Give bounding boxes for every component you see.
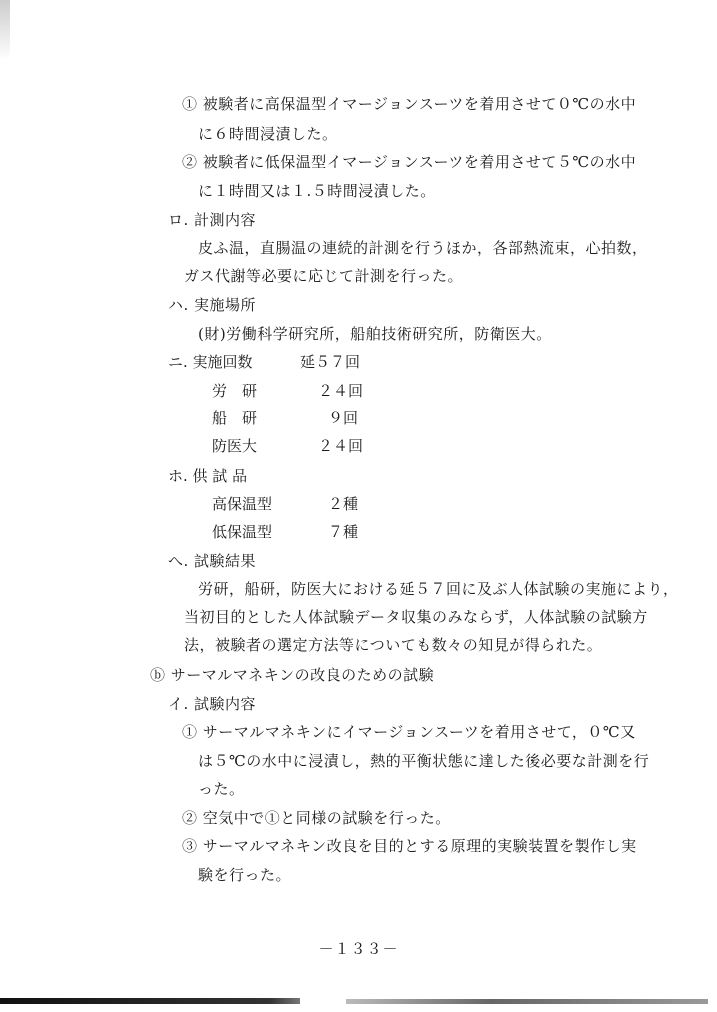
text-line-4: に１時間又は１.５時間浸漬した。 bbox=[198, 182, 436, 200]
section-b-line: ② 空気中で①と同様の試験を行った。 bbox=[182, 809, 451, 827]
sample-value: ２種 bbox=[328, 495, 359, 513]
heading-measurement: ロ. 計測内容 bbox=[168, 211, 257, 229]
text-line-7: ガス代謝等必要に応じて計測を行った。 bbox=[184, 267, 464, 285]
section-b-line: ① サーマルマネキンにイマージョンスーツを着用させて，０℃又 bbox=[182, 723, 636, 741]
section-b-line: ③ サーマルマネキン改良を目的とする原理的実験装置を製作し実 bbox=[182, 837, 637, 855]
heading-test-content: イ. 試験内容 bbox=[168, 695, 257, 713]
text-line-1: ① 被験者に高保温型イマージョンスーツを着用させて０℃の水中 bbox=[182, 95, 637, 113]
results-line: 労研，船研，防医大における延５７回に及ぶ人体試験の実施により， bbox=[198, 580, 679, 598]
heading-location: ハ. 実施場所 bbox=[168, 296, 257, 314]
scan-bar-artifact bbox=[346, 999, 708, 1004]
count-name: 船 研 bbox=[212, 409, 258, 427]
count-name: 防医大 bbox=[212, 437, 258, 455]
scan-edge-artifact bbox=[0, 0, 10, 60]
heading-results: へ. 試験結果 bbox=[168, 552, 257, 570]
scan-bar-artifact bbox=[0, 998, 300, 1004]
count-total: 延５７回 bbox=[300, 353, 361, 371]
count-value: ２４回 bbox=[318, 382, 364, 400]
text-line-3: ② 被験者に低保温型イマージョンスーツを着用させて５℃の水中 bbox=[182, 153, 637, 171]
text-line-2: に６時間浸漬した。 bbox=[198, 125, 338, 143]
sample-name: 高保温型 bbox=[212, 495, 273, 513]
sample-value: ７種 bbox=[328, 523, 359, 541]
results-line: 当初目的とした人体試験データ収集のみならず，人体試験の試験方 bbox=[184, 608, 648, 626]
section-b-line: 験を行った。 bbox=[198, 866, 292, 884]
section-b-line: は５℃の水中に浸漬し，熱的平衡状態に達した後必要な計測を行 bbox=[198, 752, 650, 770]
section-b-line: った。 bbox=[198, 780, 245, 798]
text-line-6: 皮ふ温，直腸温の連続的計測を行うほか，各部熱流束，心拍数， bbox=[198, 239, 648, 257]
count-value: ２４回 bbox=[318, 437, 364, 455]
heading-section-b: ⓑ サーマルマネキンの改良のための試験 bbox=[150, 666, 435, 684]
sample-name: 低保温型 bbox=[212, 523, 273, 541]
page-number: －１３３－ bbox=[318, 940, 399, 958]
count-name: 労 研 bbox=[212, 382, 258, 400]
count-value: ９回 bbox=[328, 409, 359, 427]
heading-samples: ホ. 供 試 品 bbox=[168, 467, 248, 485]
heading-count: ニ. 実施回数 bbox=[168, 353, 253, 371]
text-line-9: (財)労働科学研究所，船舶技術研究所，防衛医大。 bbox=[198, 325, 552, 343]
results-line: 法，被験者の選定方法等についても数々の知見が得られた。 bbox=[184, 636, 603, 654]
